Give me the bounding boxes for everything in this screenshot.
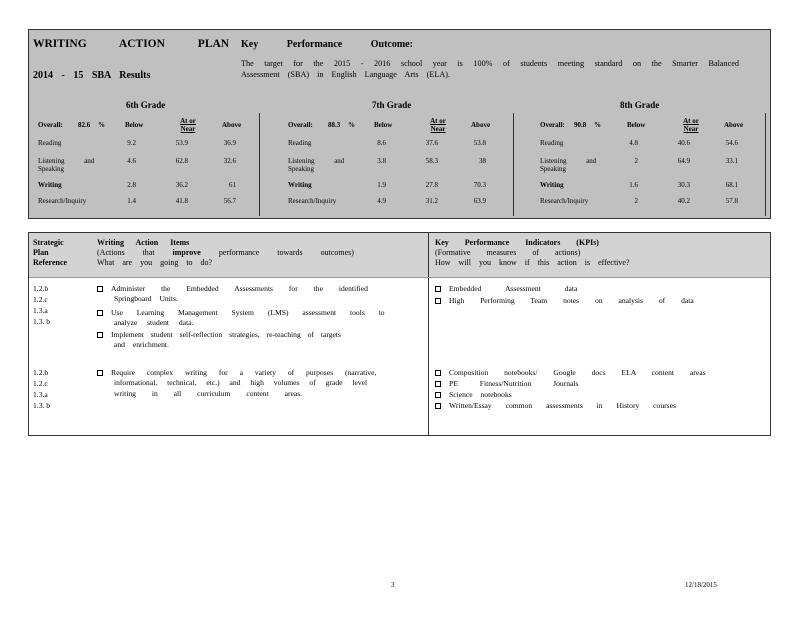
- page-title: WRITING ACTION PLAN: [33, 38, 230, 50]
- overall-value: 90.8 %: [574, 121, 601, 129]
- kpi-item: Embedded Assessment data: [435, 283, 577, 294]
- value-above: 53.8: [473, 139, 486, 147]
- value-above: 38: [479, 157, 486, 165]
- grade-divider: [765, 113, 766, 216]
- value-above: 33.1: [725, 157, 738, 165]
- grade-7-panel: [278, 97, 518, 217]
- col-kpi-sub: (Formative measures of actions): [435, 248, 581, 257]
- value-below: 9.2: [127, 139, 136, 147]
- value-near: 64.9: [677, 157, 690, 165]
- value-near: 31.2: [425, 197, 438, 205]
- grade-divider: [259, 113, 260, 216]
- kpi-item: Science notebooks: [435, 389, 512, 400]
- col-near: At or Near: [683, 117, 699, 133]
- grade-table: [540, 119, 765, 214]
- col-ref-header-line1: Strategic: [33, 238, 64, 247]
- value-below: 8.6: [377, 139, 386, 147]
- col-below: Below: [627, 121, 646, 129]
- bullet-icon: [97, 310, 103, 316]
- value-near: 62.8: [175, 157, 188, 165]
- value-above: 61: [229, 181, 236, 189]
- value-near: 53.9: [175, 139, 188, 147]
- value-below: 4.8: [629, 139, 638, 147]
- kpo-label: Key Performance Outcome:: [241, 39, 413, 50]
- plan-row-refs: 1.2.b 1.2.c 1.3.a 1.3. b: [33, 284, 51, 326]
- bullet-icon: [435, 381, 441, 387]
- row-label: Reading: [288, 139, 312, 147]
- value-near: 30.3: [677, 181, 690, 189]
- bullet-icon: [435, 403, 441, 409]
- bullet-icon: [97, 370, 103, 376]
- bullet-icon: [435, 370, 441, 376]
- value-above: 32.6: [223, 157, 236, 165]
- grade-divider: [513, 113, 514, 216]
- col-near: At or Near: [430, 117, 446, 133]
- col-actions-sub: (Actions that improve performance towards outcomes): [97, 248, 354, 257]
- kpi-item: High Performing Team notes on analysis of data: [435, 295, 694, 306]
- col-ref-header-line2: Plan: [33, 248, 49, 257]
- col-above: Above: [724, 121, 744, 129]
- kpo-text: The target for the 2015 - 2016 school year is 100% of students meeting standard on the Smarter Balanced Assessment (SBA) in English Language Arts (ELA).: [241, 59, 739, 79]
- header-rule: [29, 277, 770, 278]
- col-above: Above: [471, 121, 491, 129]
- action-item: Use Learning Management System (LMS) assessment tools to: [97, 307, 385, 318]
- value-below: 1.9: [377, 181, 386, 189]
- value-above: 56.7: [223, 197, 236, 205]
- value-below: 2.8: [127, 181, 136, 189]
- action-item: Implement student self-reflection strategies, re-teaching of targets: [97, 329, 341, 340]
- column-divider: [428, 233, 429, 435]
- sba-year-label: 2014 - 15 SBA Results: [33, 70, 151, 81]
- action-item-cont: writing in all curriculum content areas.: [114, 389, 303, 398]
- row-label: Listening and Speaking: [288, 157, 345, 173]
- value-below: 4.9: [377, 197, 386, 205]
- bullet-icon: [435, 298, 441, 304]
- plan-row-refs: 1.2.b 1.2.c 1.3.a 1.3. b: [33, 368, 51, 410]
- bullet-icon: [435, 286, 441, 292]
- value-below: 3.8: [377, 157, 386, 165]
- col-kpi-question: How will you know if this action is effective?: [435, 258, 630, 267]
- row-label: Listening and Speaking: [38, 157, 95, 173]
- value-near: 27.8: [425, 181, 438, 189]
- value-near: 40.6: [677, 139, 690, 147]
- overall-value: 88.3 %: [328, 121, 355, 129]
- value-near: 36.2: [175, 181, 188, 189]
- overall-label: Overall:: [540, 121, 565, 129]
- value-above: 36.9: [223, 139, 236, 147]
- grade-6-panel: [28, 97, 288, 217]
- value-near: 37.6: [425, 139, 438, 147]
- value-below: 1.4: [127, 197, 136, 205]
- action-item: Require complex writing for a variety of purposes (narrative,: [97, 367, 376, 378]
- col-above: Above: [222, 121, 242, 129]
- row-label: Research/Inquiry: [540, 197, 589, 205]
- col-below: Below: [374, 121, 393, 129]
- row-label: Research/Inquiry: [288, 197, 337, 205]
- value-below: 2: [634, 157, 638, 165]
- grade-title: 6th Grade: [126, 100, 166, 110]
- value-above: 63.9: [473, 197, 486, 205]
- action-item: Administer the Embedded Assessments for the identified: [97, 283, 368, 294]
- value-near: 41.8: [175, 197, 188, 205]
- value-below: 4.6: [127, 157, 136, 165]
- kpi-item: Composition notebooks/ Google docs ELA content areas: [435, 367, 706, 378]
- col-actions-title: Writing Action Items: [97, 238, 190, 247]
- value-near: 58.3: [425, 157, 438, 165]
- action-item-cont: and enrichment.: [114, 340, 169, 349]
- row-label: Writing: [540, 181, 564, 189]
- action-item-cont: Springboard Units.: [114, 294, 178, 303]
- value-below: 1.6: [629, 181, 638, 189]
- grade-title: 7th Grade: [372, 100, 412, 110]
- bullet-icon: [435, 392, 441, 398]
- value-above: 57.8: [725, 197, 738, 205]
- col-kpi-title: Key Performance Indicators (KPIs): [435, 238, 599, 247]
- action-item-cont: analyze student data.: [114, 318, 194, 327]
- overall-label: Overall:: [288, 121, 313, 129]
- value-above: 68.1: [725, 181, 738, 189]
- col-ref-header-line3: Reference: [33, 258, 68, 267]
- row-label: Research/Inquiry: [38, 197, 87, 205]
- overall-label: Overall:: [38, 121, 63, 129]
- page-number: 3: [391, 581, 395, 589]
- row-label: Reading: [540, 139, 564, 147]
- value-below: 2: [634, 197, 638, 205]
- kpi-item: PE Fitness/Nutrition Journals: [435, 378, 578, 389]
- row-label: Writing: [38, 181, 62, 189]
- row-label: Writing: [288, 181, 312, 189]
- overall-value: 82.6 %: [78, 121, 105, 129]
- bullet-icon: [97, 286, 103, 292]
- action-item-cont: informational, technical, etc.) and high volumes of grade level: [114, 378, 368, 387]
- value-above: 70.3: [473, 181, 486, 189]
- bullet-icon: [97, 332, 103, 338]
- footer-date: 12/18/2015: [685, 581, 717, 589]
- grade-table: [288, 119, 513, 214]
- row-label: Listening and Speaking: [540, 157, 597, 173]
- grade-table: [38, 119, 268, 214]
- value-above: 54.6: [725, 139, 738, 147]
- col-near: At or Near: [180, 117, 196, 133]
- kpi-item: Written/Essay common assessments in History courses: [435, 400, 676, 411]
- grade-title: 8th Grade: [620, 100, 660, 110]
- col-below: Below: [125, 121, 144, 129]
- grade-8-panel: [530, 97, 770, 217]
- row-label: Reading: [38, 139, 62, 147]
- col-actions-question: What are you going to do?: [97, 258, 213, 267]
- value-near: 40.2: [677, 197, 690, 205]
